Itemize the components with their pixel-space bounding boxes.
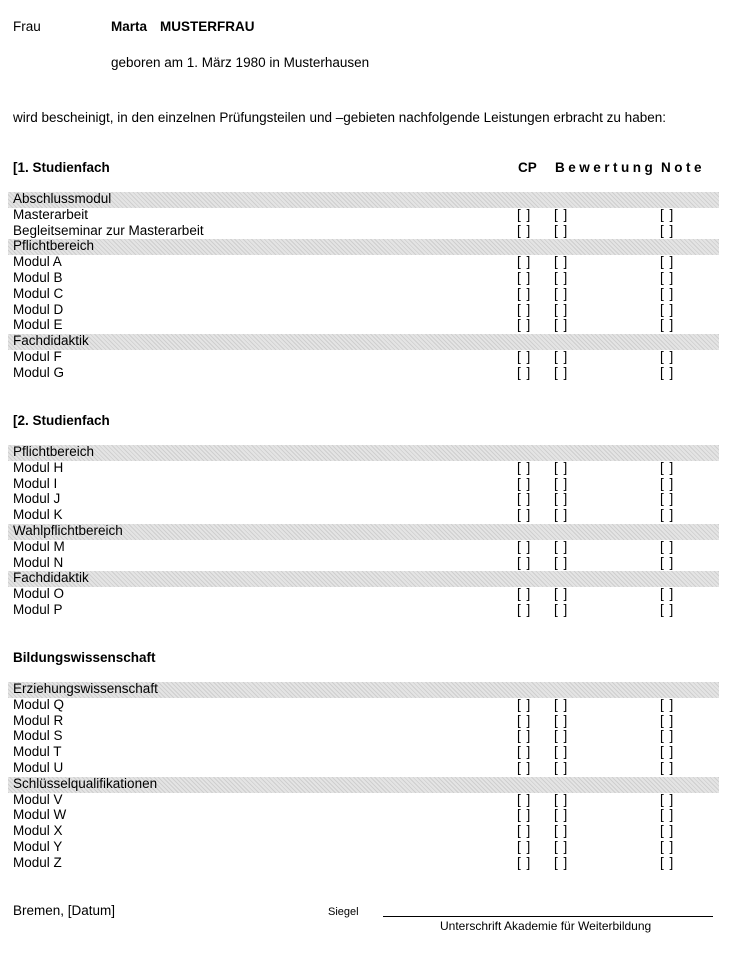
cp-field[interactable]: [ ] <box>517 854 532 870</box>
note-field[interactable]: [ ] <box>660 459 675 475</box>
module-name: Modul O <box>13 586 65 602</box>
note-field[interactable]: [ ] <box>660 839 675 854</box>
module-name: Modul Z <box>13 854 62 870</box>
module-group-header <box>8 192 719 208</box>
intro-text: wird bescheinigt, in den einzelnen Prüfungsteilen und –gebieten nachfolgende Leistungen erbracht zu haben: <box>13 110 666 125</box>
module-name: Modul J <box>13 491 61 507</box>
module-group-header <box>8 682 719 698</box>
table-row <box>0 270 736 286</box>
cp-field[interactable]: [ ] <box>517 507 532 523</box>
bewertung-field[interactable]: [ ] <box>554 349 569 364</box>
module-name: Modul H <box>13 459 64 475</box>
column-header-bewertung: Bewertung <box>555 160 657 175</box>
module-name: Modul I <box>13 475 58 491</box>
module-name: Modul A <box>13 254 62 270</box>
table-row <box>0 539 736 555</box>
module-name: Modul S <box>13 728 63 744</box>
cp-field[interactable]: [ ] <box>517 222 532 238</box>
bewertung-field[interactable]: [ ] <box>554 744 569 760</box>
table-row <box>0 713 736 729</box>
module-name: Modul T <box>13 744 62 760</box>
table-row <box>0 507 736 523</box>
bewertung-field[interactable]: [ ] <box>554 475 569 491</box>
cp-field[interactable]: [ ] <box>517 602 532 617</box>
note-field[interactable]: [ ] <box>660 538 675 554</box>
module-group-label: Pflichtbereich <box>13 238 95 254</box>
cp-field[interactable]: [ ] <box>517 491 532 507</box>
bewertung-field[interactable]: [ ] <box>554 538 569 554</box>
table-row <box>0 491 736 507</box>
bewertung-field[interactable]: [ ] <box>554 823 569 839</box>
table-row <box>0 302 736 318</box>
module-name: Modul E <box>13 317 63 333</box>
section-title: Bildungswissenschaft <box>13 650 156 665</box>
module-name: Modul D <box>13 301 64 317</box>
module-name: Modul U <box>13 760 64 775</box>
column-header-cp: CP <box>518 160 537 175</box>
table-row <box>0 602 736 618</box>
bewertung-field[interactable]: [ ] <box>554 807 569 823</box>
module-group-label: Wahlpflichtbereich <box>13 523 123 538</box>
bewertung-field[interactable]: [ ] <box>554 586 569 602</box>
module-name: Masterarbeit <box>13 206 89 222</box>
module-group-label: Abschlussmodul <box>13 191 112 206</box>
bewertung-field[interactable]: [ ] <box>554 301 569 317</box>
birth-line: geboren am 1. März 1980 in Musterhausen <box>111 55 370 70</box>
bewertung-field[interactable]: [ ] <box>554 839 569 854</box>
module-name: Modul N <box>13 554 64 570</box>
module-group-header <box>8 777 719 793</box>
cp-field[interactable]: [ ] <box>517 459 532 475</box>
module-group-header <box>8 571 719 587</box>
module-name: Modul W <box>13 807 67 823</box>
cp-field[interactable]: [ ] <box>517 475 532 491</box>
bewertung-field[interactable]: [ ] <box>554 364 569 380</box>
cp-field[interactable]: [ ] <box>517 712 532 728</box>
cp-field[interactable]: [ ] <box>517 285 532 301</box>
section-title: [2. Studienfach <box>13 413 110 428</box>
cp-field[interactable]: [ ] <box>517 744 532 760</box>
table-row <box>0 728 736 744</box>
module-name: Modul M <box>13 538 65 554</box>
module-group-header <box>8 445 719 461</box>
place-date: Bremen, [Datum] <box>13 903 116 918</box>
note-field[interactable]: [ ] <box>660 206 675 222</box>
cp-field[interactable]: [ ] <box>517 270 532 285</box>
note-field[interactable]: [ ] <box>660 554 675 570</box>
module-name: Modul F <box>13 349 62 364</box>
module-group-header <box>8 524 719 540</box>
module-name: Modul P <box>13 602 63 617</box>
note-field[interactable]: [ ] <box>660 507 675 523</box>
cp-field[interactable]: [ ] <box>517 586 532 602</box>
first-name: Marta <box>111 19 148 34</box>
bewertung-field[interactable]: [ ] <box>554 285 569 301</box>
cp-field[interactable]: [ ] <box>517 364 532 380</box>
cp-field[interactable]: [ ] <box>517 554 532 570</box>
note-field[interactable]: [ ] <box>660 807 675 823</box>
module-group-header <box>8 239 719 255</box>
table-row <box>0 823 736 839</box>
bewertung-field[interactable]: [ ] <box>554 728 569 744</box>
module-name: Modul G <box>13 364 65 380</box>
column-header-note: Note <box>661 160 705 175</box>
note-field[interactable]: [ ] <box>660 475 675 491</box>
table-row <box>0 207 736 223</box>
bewertung-field[interactable]: [ ] <box>554 206 569 222</box>
table-row <box>0 697 736 713</box>
table-row <box>0 476 736 492</box>
note-field[interactable]: [ ] <box>660 222 675 238</box>
note-field[interactable]: [ ] <box>660 791 675 807</box>
note-field[interactable]: [ ] <box>660 854 675 870</box>
cp-field[interactable]: [ ] <box>517 807 532 823</box>
note-field[interactable]: [ ] <box>660 696 675 712</box>
bewertung-field[interactable]: [ ] <box>554 491 569 507</box>
module-group-label: Fachdidaktik <box>13 570 89 586</box>
bewertung-field[interactable]: [ ] <box>554 602 569 617</box>
table-row <box>0 460 736 476</box>
note-field[interactable]: [ ] <box>660 285 675 301</box>
table-row <box>0 744 736 760</box>
module-group-label: Fachdidaktik <box>13 333 89 349</box>
table-row <box>0 792 736 808</box>
note-field[interactable]: [ ] <box>660 823 675 839</box>
cp-field[interactable]: [ ] <box>517 791 532 807</box>
module-name: Modul R <box>13 712 64 728</box>
cp-field[interactable]: [ ] <box>517 760 532 775</box>
note-field[interactable]: [ ] <box>660 744 675 760</box>
signature-caption: Unterschrift Akademie für Weiterbildung <box>440 919 652 933</box>
module-name: Modul B <box>13 270 63 285</box>
seal-label: Siegel <box>328 906 359 918</box>
bewertung-field[interactable]: [ ] <box>554 507 569 523</box>
cp-field[interactable]: [ ] <box>517 206 532 222</box>
cp-field[interactable]: [ ] <box>517 839 532 854</box>
note-field[interactable]: [ ] <box>660 317 675 333</box>
table-row <box>0 317 736 333</box>
cp-field[interactable]: [ ] <box>517 349 532 364</box>
signature-line <box>383 916 713 917</box>
cp-field[interactable]: [ ] <box>517 301 532 317</box>
section-title: [1. Studienfach <box>13 160 110 175</box>
bewertung-field[interactable]: [ ] <box>554 222 569 238</box>
bewertung-field[interactable]: [ ] <box>554 760 569 775</box>
table-row <box>0 586 736 602</box>
note-field[interactable]: [ ] <box>660 760 675 775</box>
module-name: Modul Q <box>13 696 65 712</box>
note-field[interactable]: [ ] <box>660 270 675 285</box>
bewertung-field[interactable]: [ ] <box>554 254 569 270</box>
module-name: Begleitseminar zur Masterarbeit <box>13 222 204 238</box>
cp-field[interactable]: [ ] <box>517 254 532 270</box>
table-row <box>0 254 736 270</box>
bewertung-field[interactable]: [ ] <box>554 712 569 728</box>
note-field[interactable]: [ ] <box>660 349 675 364</box>
cp-field[interactable]: [ ] <box>517 728 532 744</box>
cp-field[interactable]: [ ] <box>517 696 532 712</box>
module-group-label: Erziehungswissenschaft <box>13 681 158 696</box>
table-row <box>0 555 736 571</box>
module-name: Modul V <box>13 791 63 807</box>
module-group-label: Schlüsselqualifikationen <box>13 775 158 791</box>
bewertung-field[interactable]: [ ] <box>554 854 569 870</box>
module-name: Modul C <box>13 285 64 301</box>
last-name: MUSTERFRAU <box>160 19 255 34</box>
table-row <box>0 365 736 381</box>
note-field[interactable]: [ ] <box>660 602 675 617</box>
table-row <box>0 223 736 239</box>
note-field[interactable]: [ ] <box>660 301 675 317</box>
table-row <box>0 349 736 365</box>
cp-field[interactable]: [ ] <box>517 317 532 333</box>
module-name: Modul K <box>13 507 63 523</box>
bewertung-field[interactable]: [ ] <box>554 696 569 712</box>
note-field[interactable]: [ ] <box>660 254 675 270</box>
bewertung-field[interactable]: [ ] <box>554 791 569 807</box>
bewertung-field[interactable]: [ ] <box>554 317 569 333</box>
bewertung-field[interactable]: [ ] <box>554 459 569 475</box>
table-row <box>0 839 736 855</box>
module-name: Modul Y <box>13 839 63 854</box>
note-field[interactable]: [ ] <box>660 728 675 744</box>
bewertung-field[interactable]: [ ] <box>554 270 569 285</box>
note-field[interactable]: [ ] <box>660 586 675 602</box>
table-row <box>0 807 736 823</box>
note-field[interactable]: [ ] <box>660 364 675 380</box>
table-row <box>0 760 736 776</box>
cp-field[interactable]: [ ] <box>517 538 532 554</box>
module-group-label: Pflichtbereich <box>13 444 95 459</box>
cp-field[interactable]: [ ] <box>517 823 532 839</box>
bewertung-field[interactable]: [ ] <box>554 554 569 570</box>
salutation: Frau <box>13 19 41 34</box>
module-group-header <box>8 334 719 350</box>
note-field[interactable]: [ ] <box>660 712 675 728</box>
note-field[interactable]: [ ] <box>660 491 675 507</box>
module-name: Modul X <box>13 823 63 839</box>
table-row <box>0 286 736 302</box>
table-row <box>0 855 736 871</box>
